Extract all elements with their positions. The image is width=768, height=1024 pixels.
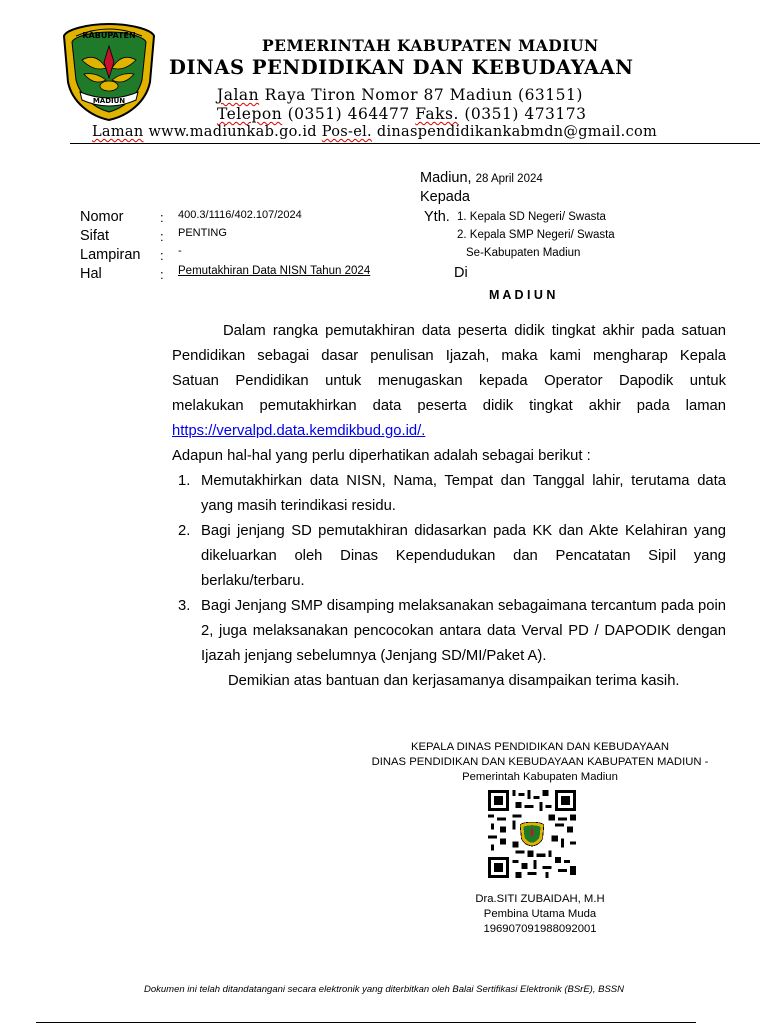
recipient-line-2: 2. Kepala SMP Negeri/ Swasta [457,229,615,241]
hal-colon: : [160,267,164,282]
letterhead-divider [70,143,760,144]
signatory [350,892,730,937]
sifat-label: Sifat [80,228,110,244]
footer-divider [36,1022,696,1023]
letterhead-phone: Telepon (0351) 464477 Faks. (0351) 473173 [217,105,587,123]
signatory-nip: 196907091988092001 [483,923,597,935]
hal-label: Hal [80,266,102,282]
body-line-4: melakukan pemutakhirkan data peserta didik tingkat akhir pada laman [172,398,726,414]
body-closing: Demikian atas bantuan dan kerjasamanya disampaikan terima kasih. [228,673,680,689]
lampiran-colon: : [160,248,164,263]
recipient-di: Di [454,265,468,281]
letterhead-government: PEMERINTAH KABUPATEN MADIUN [262,36,599,55]
list-item: 1. Memutakhirkan data NISN, Nama, Tempat dan Tanggal lahir, terutama data yang masih terindikasi residu. [178,473,726,514]
nomor-value: 400.3/1116/402.107/2024 [178,209,302,221]
emblem-top-text: KABUPATEN [82,31,136,40]
electronic-signature-footer: Dokumen ini telah ditandatangani secara elektronik yang diterbitkan oleh Balai Sertifikasi Elektronik (BSrE), BSSN [144,984,624,995]
body-intro: Adapun hal-hal yang perlu diperhatikan adalah sebagai berikut : [172,448,591,464]
verval-link[interactable]: https://vervalpd.data.kemdikbud.go.id/. [172,423,426,439]
lampiran-label: Lampiran [80,247,141,263]
qr-code-icon [488,790,576,878]
body-line-3: Satuan Pendidikan untuk menugaskan kepada Operator Dapodik untuk [172,373,726,389]
recipient-kepada: Kepada [420,189,470,205]
nomor-label: Nomor [80,209,124,225]
body-line-2: Pendidikan sebagai dasar penulisan Ijazah, maka kami mengharap Kepala [172,348,726,364]
letterhead-address: Jalan Raya Tiron Nomor 87 Madiun (63151) [217,86,583,104]
list-item: 3. Bagi Jenjang SMP disamping melaksanakan sebagaimana tercantum pada poin 2, juga melaksanakan pencocokan antara data Verval PD / DAPODIK dengan Ijazah jenjang sebelumnya (Jenjang SD/MI/Paket A). [178,598,726,664]
emblem-bottom-text: MADIUN [92,97,126,105]
lampiran-value: - [178,245,182,257]
sifat-colon: : [160,229,164,244]
signatory-rank: Pembina Utama Muda [483,908,597,920]
hal-value: Pemutakhiran Data NISN Tahun 2024 [178,265,371,277]
list-item: 2. Bagi jenjang SD pemutakhiran didasarkan pada KK dan Akte Kelahiran yang dikeluarkan oleh Dinas Kependudukan dan Pencatatan Sipil yang berlaku/terbaru. [178,523,726,589]
recipient-line-1: 1. Kepala SD Negeri/ Swasta [457,211,606,223]
signatory-name: Dra.SITI ZUBAIDAH, M.H [475,893,605,905]
kabupaten-madiun-emblem [62,22,156,122]
signature-title: KEPALA DINAS PENDIDIKAN DAN KEBUDAYAAN DINAS PENDIDIKAN DAN KEBUDAYAAN KABUPATEN MADIUN - Pemerintah Kabupaten Madiun [371,741,709,783]
letterhead-web: Laman www.madiunkab.go.id Pos-el. dinaspendidikankabmdn@gmail.com [92,124,658,140]
letter-date: Madiun, 28 April 2024 [420,170,543,186]
points-list [172,469,726,669]
recipient-line-3: Se-Kabupaten Madiun [466,247,581,259]
body-line-1: Dalam rangka pemutakhiran data peserta didik tingkat akhir pada satuan [223,323,726,339]
sifat-value: PENTING [178,227,227,239]
recipient-yth: Yth. [424,209,450,225]
letterhead-agency: DINAS PENDIDIKAN DAN KEBUDAYAAN [169,56,634,79]
recipient-city: M A D I U N [489,288,556,302]
nomor-colon: : [160,210,164,225]
letter-body [172,319,726,694]
